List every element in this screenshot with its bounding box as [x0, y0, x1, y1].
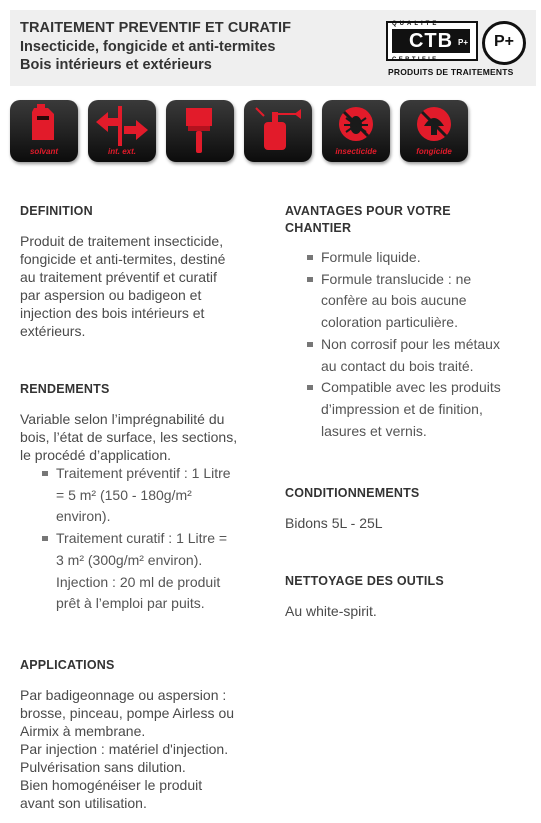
list-item	[42, 528, 272, 615]
nettoyage-text: Au white-spirit.	[285, 603, 377, 619]
avantages-title	[285, 204, 451, 235]
text-line: 3 m² (300g/m² environ).	[56, 551, 203, 568]
applications-title: APPLICATIONS	[20, 658, 115, 672]
bullet-icon	[307, 385, 313, 390]
icon-label: solvant	[29, 147, 58, 156]
text-line: Pulvérisation sans dilution.	[20, 759, 186, 775]
text-line: Par badigeonnage ou aspersion :	[20, 687, 227, 703]
list-item	[307, 334, 532, 377]
avantages-list	[307, 247, 532, 442]
logo-pp: P+	[458, 38, 469, 47]
definition-title: DEFINITION	[20, 204, 93, 218]
text-line: lasures et vernis.	[321, 422, 427, 439]
rendements-text	[20, 410, 270, 464]
icon-label: insecticide	[335, 147, 377, 156]
text-line: environ).	[56, 508, 111, 525]
text-line: Variable selon l’imprégnabilité du	[20, 411, 225, 427]
rendements-title: RENDEMENTS	[20, 382, 110, 396]
insect-icon	[322, 100, 390, 162]
text-line: Traitement curatif : 1 Litre =	[56, 530, 228, 547]
text-line: prêt à l’emploi par puits.	[56, 595, 205, 612]
text-line: brosse, pinceau, pompe Airless ou	[20, 705, 235, 721]
header-usage: Bois intérieurs et extérieurs	[20, 57, 212, 73]
text-line: Compatible avec les produits	[321, 379, 501, 396]
text-line: Par injection : matériel d'injection.	[20, 741, 229, 757]
definition-text	[20, 232, 270, 340]
list-item	[42, 463, 272, 528]
text-line: d’impression et de finition,	[321, 400, 483, 417]
brush-icon	[166, 100, 234, 162]
text-line: Formule liquide.	[321, 249, 421, 265]
conditionnements-title: CONDITIONNEMENTS	[285, 486, 420, 500]
text-line: Injection : 20 ml de produit	[56, 573, 221, 590]
header-title: TRAITEMENT PREVENTIF ET CURATIF	[20, 20, 292, 36]
text-line: au traitement préventif et curatif	[20, 269, 217, 285]
header-band	[10, 10, 536, 86]
icon-label: fongicide	[416, 147, 452, 156]
ctb-certification-logo	[386, 19, 526, 79]
fungus-icon	[400, 100, 468, 162]
text-line: avant son utilisation.	[20, 795, 147, 811]
pictogram-row	[10, 100, 480, 162]
nettoyage-title: NETTOYAGE DES OUTILS	[285, 574, 444, 588]
applications-text	[20, 686, 275, 812]
text-line: = 5 m² (150 - 180g/m²	[56, 486, 192, 503]
text-line: Formule translucide : ne	[321, 270, 472, 287]
text-line: fongicide et anti-termites, destiné	[20, 251, 226, 267]
jerrycan-icon	[10, 100, 78, 162]
text-line: Bien homogénéiser le produit	[20, 777, 203, 793]
ctb-logo-box	[386, 21, 478, 61]
text-line: confère au bois aucune	[321, 292, 467, 309]
conditionnements-text: Bidons 5L - 25L	[285, 515, 383, 531]
logo-subtitle: PRODUITS DE TRAITEMENTS	[388, 67, 514, 77]
text-line: bois, l’état de surface, les sections,	[20, 429, 238, 445]
list-item	[307, 269, 532, 334]
logo-qualite: QUALITE	[392, 21, 440, 27]
int-ext-arrows-icon	[88, 100, 156, 162]
title-line: CHANTIER	[285, 221, 352, 235]
logo-p-plus-circle	[482, 21, 526, 65]
rendements-list	[42, 463, 272, 615]
logo-circle-text: P+	[493, 33, 514, 50]
text-line: Airmix à membrane.	[20, 723, 146, 739]
sprayer-icon	[244, 100, 312, 162]
bullet-icon	[307, 255, 313, 260]
text-line: au contact du bois traité.	[321, 357, 474, 374]
text-line: par aspersion ou badigeon et	[20, 287, 202, 303]
text-line: Traitement préventif : 1 Litre	[56, 465, 231, 481]
bullet-icon	[42, 536, 48, 541]
icon-label: int. ext.	[107, 147, 136, 156]
logo-ctb-word: CTB	[392, 29, 470, 53]
bullet-icon	[42, 471, 48, 476]
text-line: coloration particulière.	[321, 314, 458, 331]
text-line: Non corrosif pour les métaux	[321, 335, 500, 352]
bullet-icon	[307, 342, 313, 347]
list-item	[307, 377, 532, 442]
text-line: Produit de traitement insecticide,	[20, 233, 224, 249]
text-line: le procédé d’application.	[20, 447, 171, 463]
header-subtitle: Insecticide, fongicide et anti-termites	[20, 39, 276, 55]
text-line: extérieurs.	[20, 323, 86, 339]
list-item	[307, 247, 532, 269]
text-line: injection des bois intérieurs et	[20, 305, 205, 321]
logo-certifie: CERTIFIE	[392, 57, 439, 63]
bullet-icon	[307, 277, 313, 282]
title-line: AVANTAGES POUR VOTRE	[285, 204, 451, 218]
